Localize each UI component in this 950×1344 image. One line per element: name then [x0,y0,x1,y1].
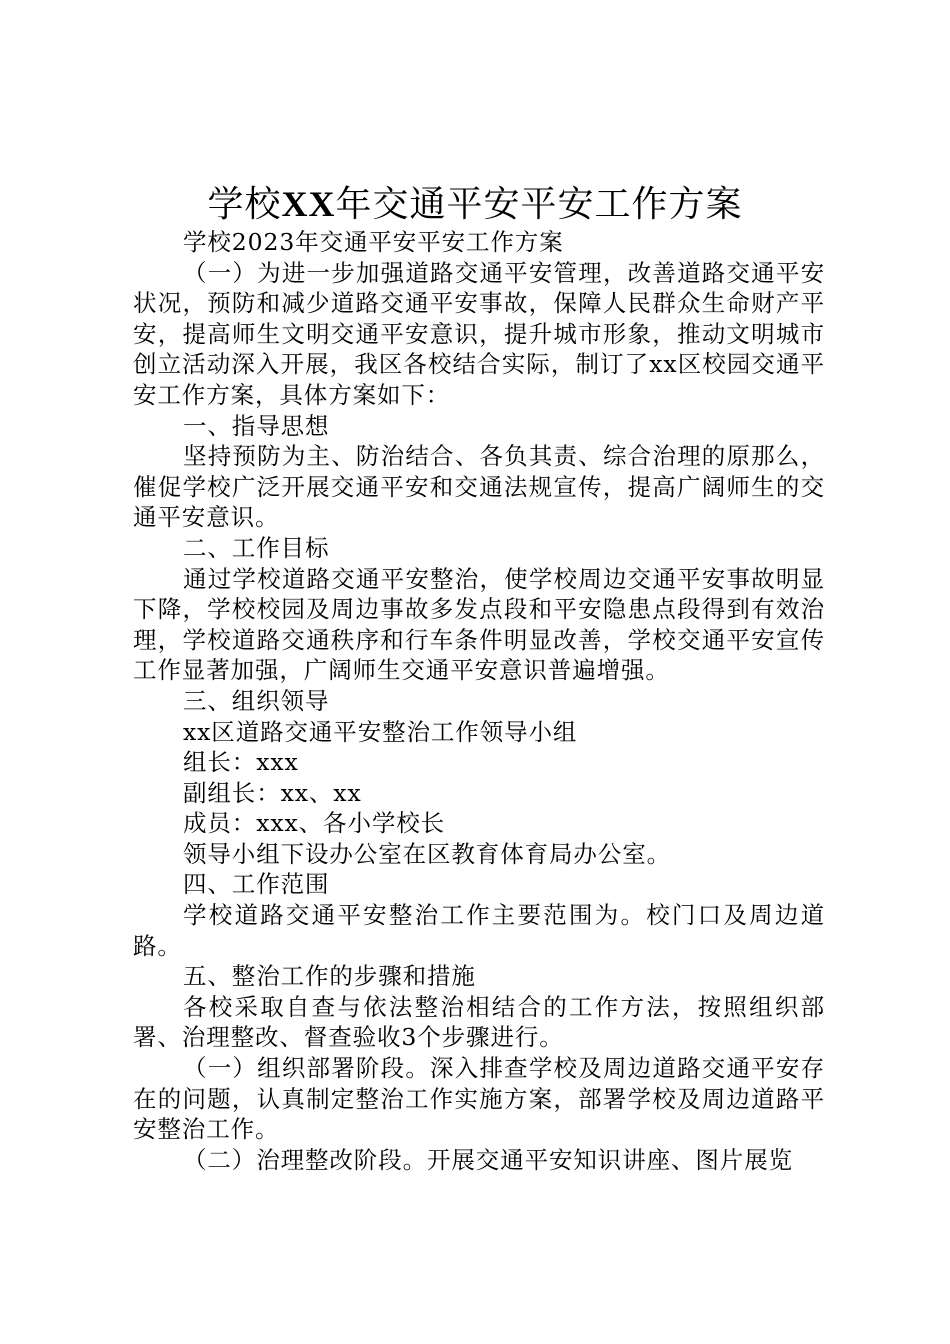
paragraph-office: 领导小组下设办公室在区教育体育局办公室。 [183,839,671,868]
intro-paragraph: （一）为进一步加强道路交通平安管理，改善道路交通平安状况，预防和减少道路交通平安事故，保障人民群众生命财产平安，提高师生文明交通平安意识，提升城市形象，推动文明城市创立活动深入开展，我区各校结合实际，制订了xx区校园交通平安工作方案，具体方案如下： [133,258,825,409]
document-title [0,178,950,231]
paragraph-steps-overview: 各校采取自查与依法整治相结合的工作方法，按照组织部署、治理整改、督查验收3个步骤进行。 [133,992,825,1052]
title-prefix: 学校 [207,184,282,225]
section-heading-work-scope: 四、工作范围 [183,870,330,899]
section-heading-steps: 五、整治工作的步骤和措施 [183,962,476,991]
paragraph-work-scope: 学校道路交通平安整治工作主要范围为。校门口及周边道路。 [133,901,825,960]
document-body [133,227,825,1175]
paragraph-leading-group: xx区道路交通平安整治工作领导小组 [183,717,578,746]
title-bold-part: XX [281,184,336,224]
paragraph-work-goals: 通过学校道路交通平安整治，使学校周边交通平安事故明显下降，学校校园及周边事故多发点段和平安隐患点段得到有效治理，学校道路交通秩序和行车条件明显改善，学校交通平安宣传工作显著加强，广阔师生交通平安意识普遍增强。 [133,564,825,685]
section-heading-organization: 三、组织领导 [183,686,330,715]
paragraph-group-leader: 组长：xxx [183,748,299,777]
paragraph-guiding-ideology: 坚持预防为主、防治结合、各负其责、综合治理的原那么，催促学校广泛开展交通平安和交通法规宣传，提高广阔师生的交通平安意识。 [133,442,825,532]
subtitle-paragraph: 学校2023年交通平安平安工作方案 [183,228,564,256]
section-heading-guiding-ideology: 一、指导思想 [183,411,330,440]
title-suffix: 年交通平安平安工作方案 [335,184,743,225]
paragraph-deputy-leader: 副组长：xx、xx [183,778,362,807]
section-heading-work-goals: 二、工作目标 [183,533,330,562]
paragraph-step-one: （一）组织部署阶段。深入排查学校及周边道路交通平安存在的问题，认真制定整治工作实施方案，部署学校及周边道路平安整治工作。 [133,1054,825,1144]
paragraph-step-two: （二）治理整改阶段。开展交通平安知识讲座、图片展览 [183,1145,793,1174]
paragraph-members: 成员：xxx、各小学校长 [183,809,446,838]
